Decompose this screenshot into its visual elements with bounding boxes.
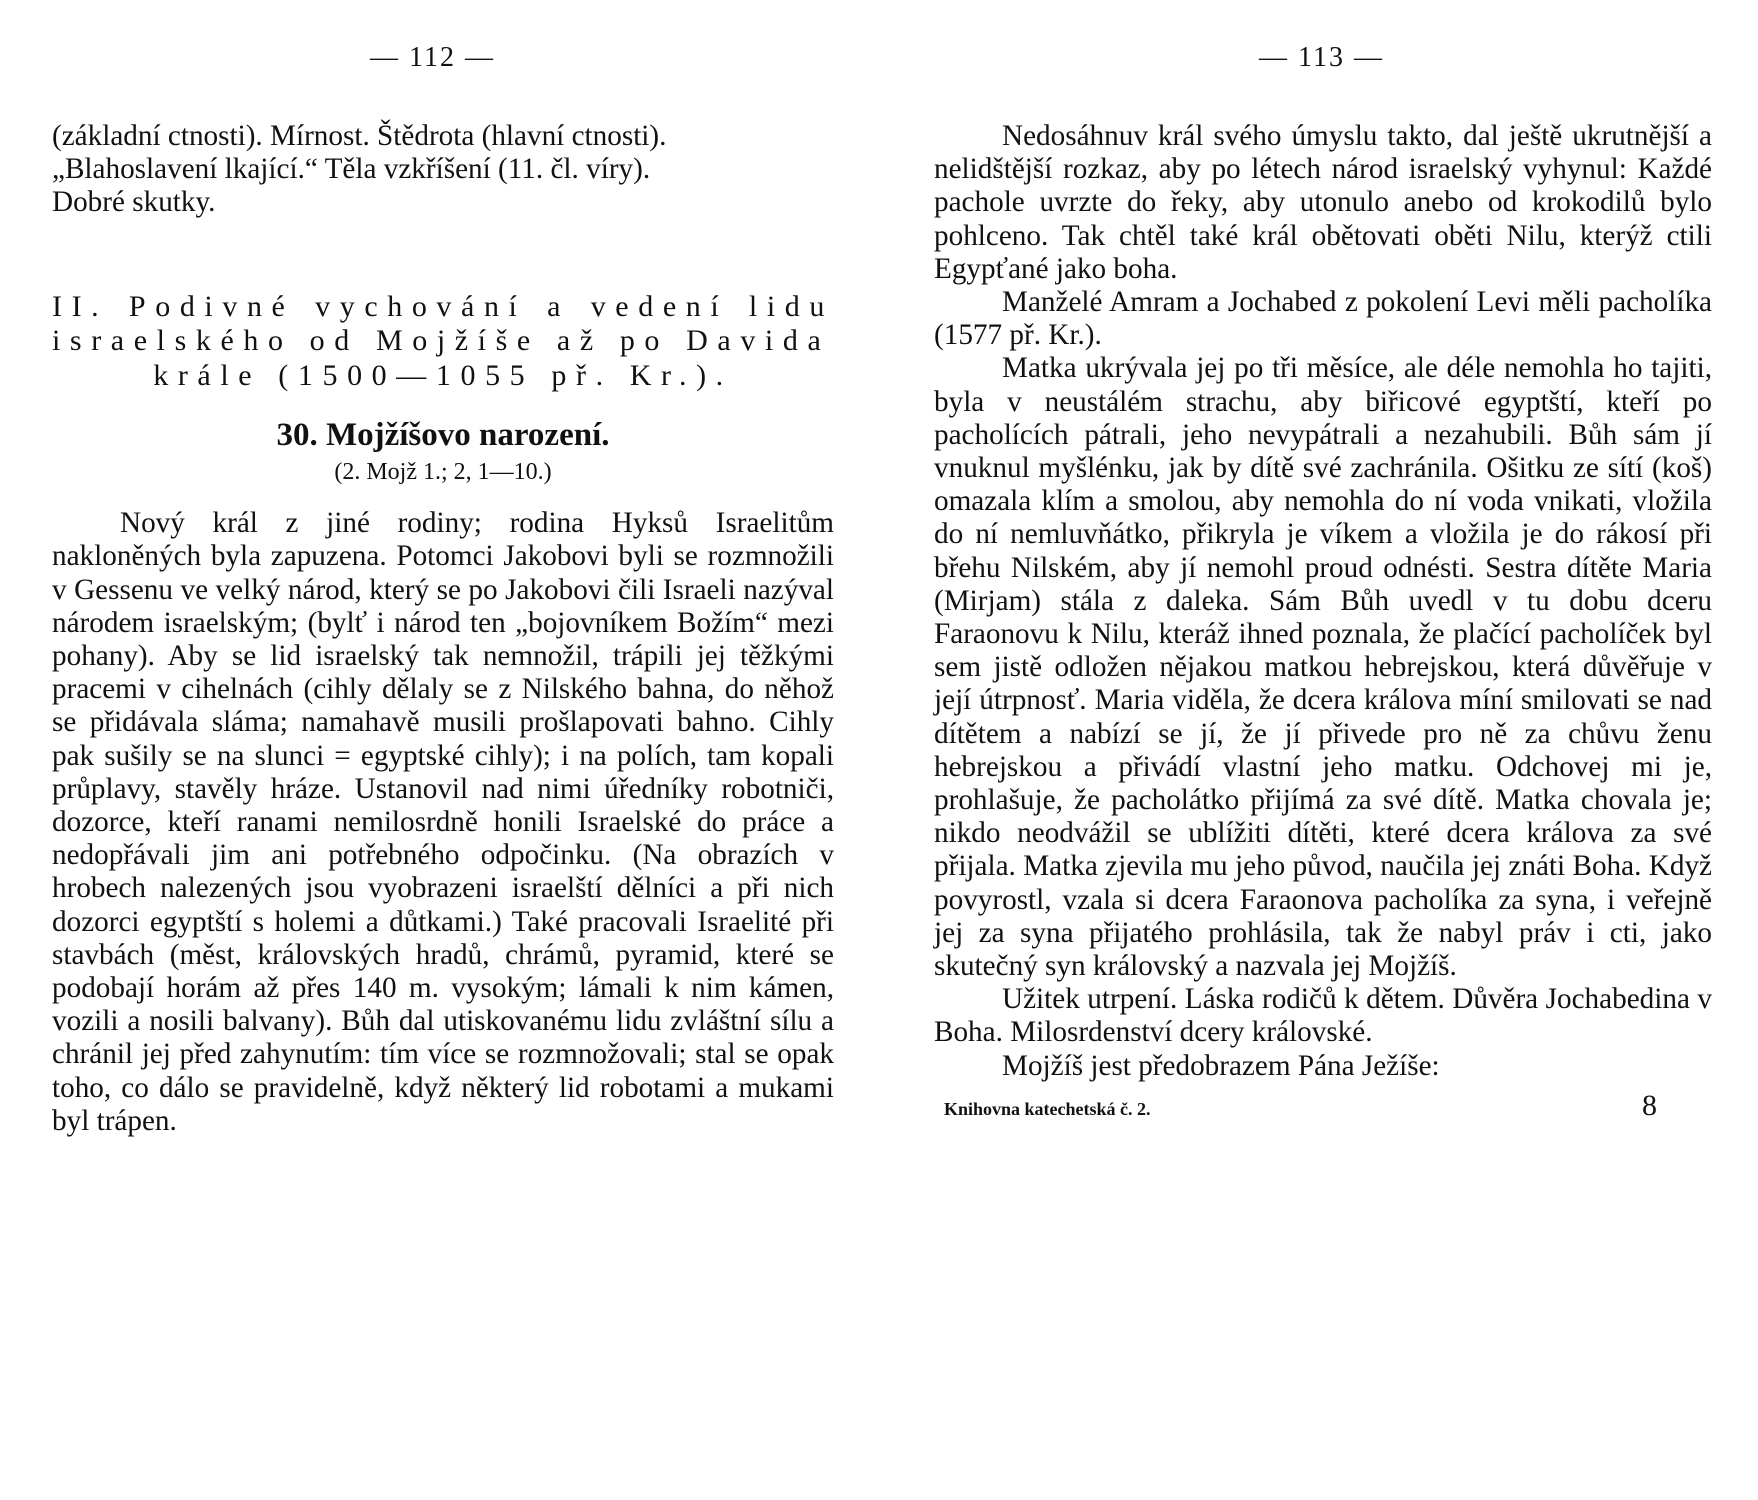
intro-line: Dobré skutky. bbox=[52, 186, 216, 219]
body-paragraph: Užitek utrpení. Láska rodičů k dětem. Důvěra Jochabedina v Boha. Milosrdenství dcery královské. bbox=[934, 983, 1712, 1049]
chapter-title: 30. Mojžíšovo narození. bbox=[276, 417, 610, 454]
publisher-footer: Knihovna katechetská č. 2. bbox=[944, 1098, 1151, 1119]
intro-line: „Blahoslavení lkající.“ Těla vzkříšení (11. čl. víry). bbox=[52, 153, 651, 186]
page-footer bbox=[934, 1089, 1712, 1126]
signature-mark: 8 bbox=[1642, 1088, 1657, 1122]
body-paragraph: Nový král z jiné rodiny; rodina Hyksů Israelitům nakloněných byla zapuzena. Potomci Jakobovi byli se rozmnožili v Gessenu ve velký národ, který se po Jakobovi čili Israeli nazýval národem israelským; (bylť i národ ten „bojovníkem Božím“ mezi pohany). Aby se lid israelský tak nemnožil, trápili jej těžkými pracemi v cihelnách (cihly dělaly se z Nilského bahna, do něhož se přidávala sláma; namahavě musili prošlapovati bahno. Cihly pak sušily se na slunci = egyptské cihly); i na polích, tam kopali průplavy, stavěly hráze. Ustanovil nad nimi úředníky robotniči, dozorce, kteří ranami nemilosrdně honili Israelské do práce a nedopřávali jim ani potřebného odpočinku. (Na obrazích v hrobech nalezených jsou vyobrazeni israelští dělníci a při nich dozorci egyptští s holemi a důtkami.) Také pracovali Israelité při stavbách (měst, královských hradů, chrámů, pyramid, které se podobají horám až přes 140 m. vysokým; lámali k nim kámen, vozili a nosili balvany). Bůh dal utiskovanému lidu zvláštní sílu a chránil jej před zahynutím: tím více se rozmnožovali; stal se opak toho, co dálo se pravidelně, když některý lid robotami a mukami byl trápen. bbox=[52, 507, 834, 1137]
section-heading-line: krále (1500—1055 př. Kr.). bbox=[153, 358, 733, 392]
chapter-reference: (2. Mojž 1.; 2, 1—10.) bbox=[334, 459, 552, 486]
body-paragraph: Nedosáhnuv král svého úmyslu takto, dal ještě ukrutnější a nelidštější rozkaz, aby po létech národ israelský vyhynul: Každé pachole uvrzte do řeky, aby utonulo anebo od krokodilů bylo pohlceno. Tak chtěl také král obětovati oběti Nilu, kterýž ctili Egypťané jako boha. bbox=[934, 120, 1712, 285]
left-text-column bbox=[52, 120, 834, 1138]
page-number: — 112 — bbox=[370, 42, 495, 73]
section-heading-line: II. Podivné vychování a vedení lidu bbox=[52, 289, 834, 323]
body-paragraph: Mojžíš jest předobrazem Pána Ježíše: bbox=[1002, 1049, 1440, 1082]
page-number: — 113 — bbox=[1259, 42, 1384, 73]
body-paragraph: Manželé Amram a Jochabed z pokolení Levi měli pacholíka (1577 př. Kr.). bbox=[934, 286, 1712, 352]
right-text-column bbox=[934, 120, 1712, 1126]
section-heading-line: israelského od Mojžíše až po Davida bbox=[52, 324, 831, 358]
body-paragraph: Matka ukrývala jej po tři měsíce, ale déle nemohla ho tajiti, byla v neustálém strachu, aby biřicové egyptští, kteří po pacholících pátrali, jeho nevypátrali a nezahubili. Bůh sám jí vnuknul myšlénku, jak by dítě své zachránila. Ošitku ze sítí (koš) omazala klím a smolou, aby nemohla do ní voda vnikati, vložila do ní nemluvňátko, přikryla je víkem a vložila je do rákosí při břehu Nilském, aby jí nemohl proud odnésti. Sestra dítěte Maria (Mirjam) stála z daleka. Sám Bůh uvedl v tu dobu dceru Faraonovu k Nilu, kteráž ihned poznala, že plačící pacholíček byl sem jistě odložen nějakou matkou hebrejskou, která důvěřuje v její útrpnosť. Maria viděla, že dcera králova míní smilovati se nad dítětem a nabízí se jí, že jí přivede pro ně za chůvu ženu hebrejskou a přivádí vlastní jeho matku. Odchovej mi je, prohlašuje, že pacholátko přijímá za své dítě. Matka chovala je; nikdo neodvážil se ublížiti dítěti, které dcera králova za své přijala. Matka zjevila mu jeho původ, naučila jej znáti Boha. Když povyrostl, vzala si dcera Faraonova pacholíka za syna, i veřejně jej za syna přijatého prohlásila, tak že nabyl práv i cti, jako skutečný syn královský a nazvala jej Mojžíš. bbox=[934, 352, 1712, 983]
section-heading bbox=[52, 290, 834, 394]
intro-line: (základní ctnosti). Mírnost. Štědrota (hlavní ctnosti). bbox=[52, 120, 667, 152]
